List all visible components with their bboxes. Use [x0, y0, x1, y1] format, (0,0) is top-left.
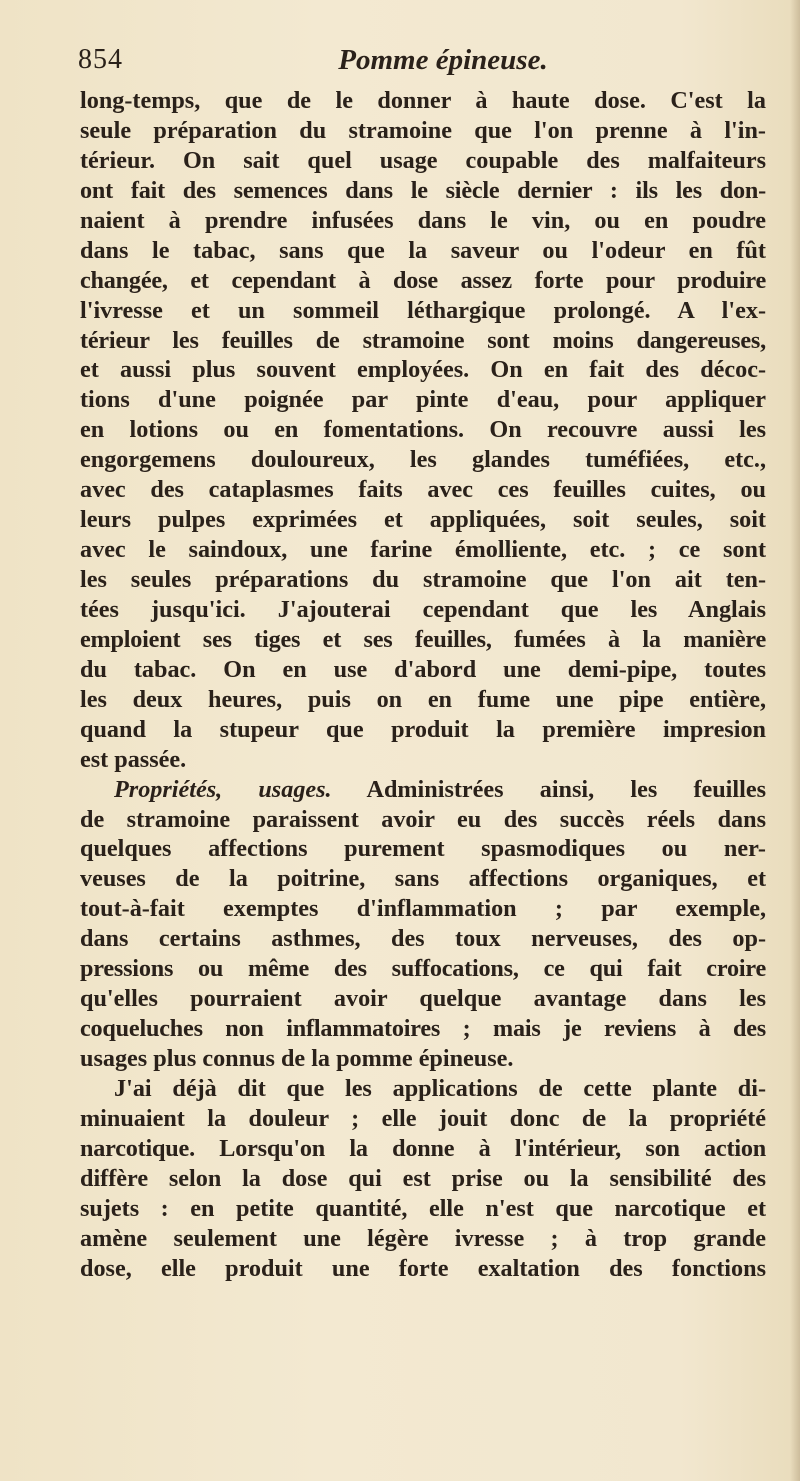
- text-line: et aussi plus souvent employées. On en fait des décoc-: [80, 356, 766, 384]
- text-line: long-temps, que de le donner à haute dose. C'est la: [80, 87, 766, 114]
- text-line: en lotions ou en fomentations. On recouvre aussi les: [80, 416, 766, 444]
- text-line: diffère selon la dose qui est prise ou la sensibilité des: [80, 1164, 766, 1192]
- text-line: dans certains asthmes, des toux nerveuses, des op-: [80, 925, 766, 953]
- text-line: usages plus connus de la pomme épineuse.: [80, 1045, 514, 1072]
- text-line: engorgemens douloureux, les glandes tuméfiées, etc.,: [80, 446, 766, 474]
- text-line: changée, et cependant à dose assez forte pour produire: [80, 266, 766, 294]
- body-text: [80, 86, 766, 1284]
- running-title: Pomme épineuse.: [338, 44, 548, 76]
- text-line: l'ivresse et un sommeil léthargique prolongé. A l'ex-: [80, 296, 766, 324]
- text-line: naient à prendre infusées dans le vin, ou en poudre: [80, 206, 766, 234]
- text-line: térieur les feuilles de stramoine sont moins dangereuses,: [80, 326, 766, 354]
- text-line: tout-à-fait exemptes d'inflammation ; par exemple,: [80, 895, 766, 923]
- text-line: narcotique. Lorsqu'on la donne à l'intérieur, son action: [80, 1134, 766, 1162]
- text-line: tées jusqu'ici. J'ajouterai cependant que les Anglais: [80, 595, 766, 623]
- text-line: du tabac. On en use d'abord une demi-pipe, toutes: [80, 655, 766, 683]
- text-line: J'ai déjà dit que les applications de cette plante di-: [114, 1074, 766, 1102]
- text-line: leurs pulpes exprimées et appliquées, soit seules, soit: [80, 506, 766, 534]
- text-line: dose, elle produit une forte exaltation des fonctions: [80, 1254, 766, 1282]
- text-line: est passée.: [80, 745, 187, 773]
- text-line: coqueluches non inflammatoires ; mais je reviens à des: [80, 1015, 766, 1043]
- text-line: emploient ses tiges et ses feuilles, fumées à la manière: [80, 625, 766, 653]
- section-line: [80, 775, 766, 805]
- text-line: dans le tabac, sans que la saveur ou l'odeur en fût: [80, 236, 766, 264]
- text-line: avec des cataplasmes faits avec ces feuilles cuites, ou: [80, 476, 766, 504]
- text-line: sujets : en petite quantité, elle n'est que narcotique et: [80, 1194, 766, 1222]
- page-header: [78, 44, 768, 86]
- text-line: qu'elles pourraient avoir quelque avantage dans les: [80, 985, 766, 1013]
- text-line: tions d'une poignée par pinte d'eau, pour appliquer: [80, 386, 766, 414]
- page-edge-shadow: [790, 0, 800, 1481]
- text-line: les seules préparations du stramoine que l'on ait ten-: [80, 566, 766, 593]
- text-line: seule préparation du stramoine que l'on prenne à l'in-: [80, 116, 766, 144]
- text-line: les deux heures, puis on en fume une pipe entière,: [80, 685, 766, 713]
- text-line: minuaient la douleur ; elle jouit donc de la propriété: [80, 1104, 766, 1132]
- text-line: quelques affections purement spasmodiques ou ner-: [80, 835, 766, 863]
- text-line: amène seulement une légère ivresse ; à trop grande: [80, 1224, 766, 1252]
- page-number: 854: [78, 44, 123, 75]
- text-line: veuses de la poitrine, sans affections organiques, et: [80, 865, 766, 893]
- section-line-rest: Administrées ainsi, les feuilles: [366, 775, 766, 803]
- text-line: de stramoine paraissent avoir eu des succès réels dans: [80, 805, 766, 833]
- text-line: avec le saindoux, une farine émolliente, etc. ; ce sont: [80, 536, 766, 564]
- text-line: ont fait des semences dans le siècle dernier : ils les don-: [80, 176, 766, 204]
- text-line: pressions ou même des suffocations, ce qui fait croire: [80, 955, 766, 983]
- section-heading: Propriétés, usages.: [114, 775, 332, 803]
- text-line: térieur. On sait quel usage coupable des malfaiteurs: [80, 146, 766, 174]
- text-line: quand la stupeur que produit la première impresion: [80, 715, 766, 743]
